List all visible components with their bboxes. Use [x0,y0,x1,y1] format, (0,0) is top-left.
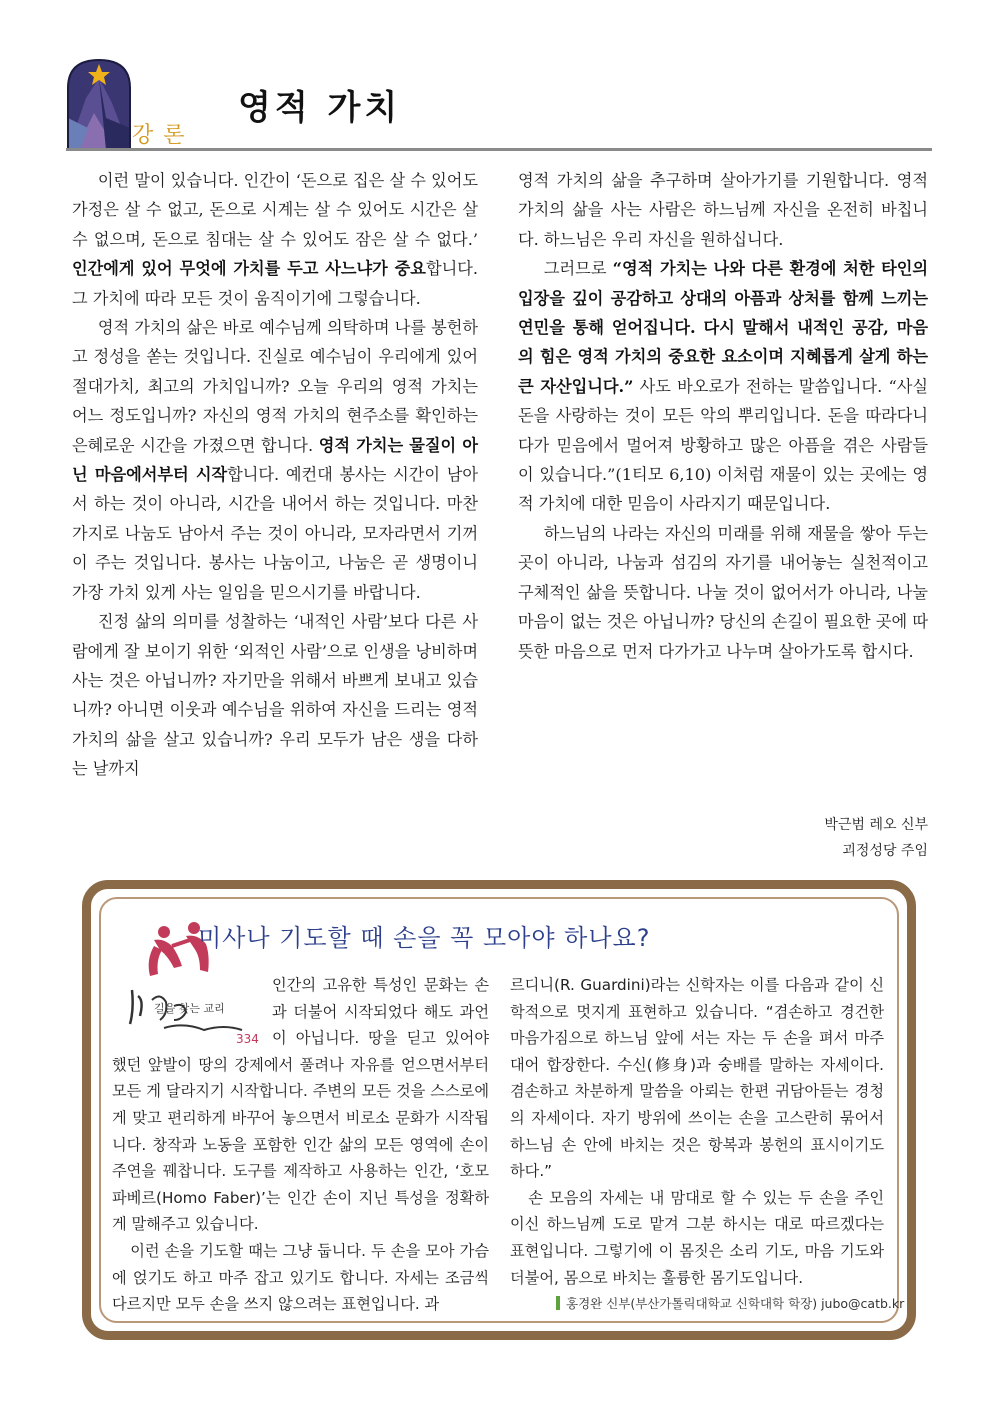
emblem-spacer [112,972,272,1050]
section-label: 강론 [132,123,195,148]
box-paragraph: 르디니(R. Guardini)라는 신학자는 이를 다음과 같이 신학적으로 멋지게 표현하고 있습니다. “겸손하고 경건한 마음가짐으로 하느님 앞에 서는 자는 두 손을 펴서 마주 대어 합장한다. 수신(修身)과 숭배를 말하는 자세이다. 겸손하고 차분하게 말씀을 아뢰는 한편 귀담아듣는 경청의 자세이다. 자기 방위에 쓰이는 손을 고스란히 묶어서 하느님 손 안에 바치는 것은 항복과 봉헌의 표시이기도 하다.” [510,976,884,1181]
emphasis-text: “영적 가치는 나와 다른 환경에 처한 타인의 입장을 깊이 공감하고 상대의 아픔과 상처를 함께 느끼는 연민을 통해 얻어집니다. 다시 말해서 내적인 공감, 마음의 힘은 영적 가치의 중요한 요소이며 지혜롭게 살게 하는 큰 자산입니다.” [518,259,928,396]
emphasis-text: 인간에게 있어 무엇에 가치를 두고 사느냐가 중요 [72,259,426,279]
article-paragraph [518,254,928,519]
text-run: 진정 삶의 의미를 성찰하는 ‘내적인 사람’보다 다른 사람에게 잘 보이기 위한 ‘외적인 사람’으로 인생을 낭비하며 사는 것은 아닙니까? 자기만을 위해서 바쁘게 보내고 있습니까? 아니면 이웃과 예수님을 위하여 자신을 드리는 영적 가치의 삶을 살고 있습니까? 우리 모두가 남은 생을 다하는 날까지 [72,612,478,779]
text-run: 합니다. 예컨대 봉사는 시간이 남아서 하는 것이 아니라, 시간을 내어서 하는 것입니다. 마찬가지로 나눔도 남아서 주는 것이 아니라, 모자라면서 기꺼이 주는 것입니다. 봉사는 나눔이고, 나눔은 곧 생명이니 가장 가치 있게 사는 일임을 믿으시기를 바랍니다. [72,465,478,602]
signature-role: 괴정성당 주임 [842,843,928,859]
article-paragraph [72,166,478,313]
signature [824,812,928,864]
text-run: 합니다. 그 가치에 따라 모든 것이 움직이기에 그렇습니다. [72,259,478,308]
article-paragraph [72,313,478,607]
emphasis-text: 영적 가치는 물질이 아닌 마음에서부터 시작 [72,435,478,485]
text-run: 영적 가치의 삶은 바로 예수님께 의탁하며 나를 봉헌하고 정성을 쏟는 것입니다. 진실로 예수님이 우리에게 있어 절대가치, 최고의 가치입니까? 오늘 우리의 영적 가치는 어느 정도입니까? 자신의 영적 가치의 현주소를 확인하는 은혜로운 시간을 가졌으면 합니다. [72,318,478,455]
signature-name: 박근범 레오 신부 [824,817,928,833]
box-paragraph: 손 모음의 자세는 내 맘대로 할 수 있는 두 손을 주인이신 하느님께 도로 맡겨 그분 하시는 대로 따르겠다는 표현입니다. 그렇기에 이 몸짓은 소리 기도, 마음 기도와 더불어, 몸으로 바치는 훌륭한 몸기도입니다. [510,1188,884,1287]
text-run: 사도 바오로가 전하는 말씀입니다. “사실 돈을 사랑하는 것이 모든 악의 뿌리입니다. 돈을 따라다니다가 믿음에서 멀어져 방황하고 많은 아픔을 겪은 사람들이 있습니다.”(1티모 6,10) 이처럼 재물이 있는 곳에는 영적 가치에 대한 믿음이 사라지기 때문입니다. [518,376,929,514]
article-left-column [72,166,478,784]
box-left-column [112,972,489,1318]
box-paragraph: 이런 손을 기도할 때는 그냥 둡니다. 두 손을 모아 가슴에 얹기도 하고 마주 잡고 있기도 합니다. 자세는 조금씩 다르지만 모두 손을 쓰지 않으려는 표현입니다. 과 [112,1241,489,1314]
emblem-text: 길을 찾는 교리 [154,1002,225,1015]
stained-glass-logo-icon [66,58,132,150]
credit-text: 홍경완 신부(부산가톨릭대학교 신학대학 학장) jubo@catb.kr [566,1296,905,1311]
credit-bar-icon [556,1296,560,1310]
text-run: 이런 말이 있습니다. 인간이 ‘돈으로 집은 살 수 있어도 가정은 살 수 없고, 돈으로 시계는 살 수 있어도 시간은 살 수 없으며, 돈으로 침대는 살 수 있어도 잠은 살 수 없다.’ [72,171,478,249]
article-paragraph [518,519,928,666]
text-run: 영적 가치의 삶을 추구하며 살아가기를 기원합니다. 영적 가치의 삶을 사는 사람은 하느님께 자신을 온전히 바칩니다. 하느님은 우리 자신을 원하십니다. [518,171,928,249]
text-run: 그러므로 [543,259,613,279]
box-paragraph: 인간의 고유한 특성인 문화는 손과 더불어 시작되었다 해도 과언이 아닙니다. 땅을 딛고 있어야 했던 앞발이 땅의 강제에서 풀려나 자유를 얻으면서부터 모든 게 달라지기 시작합니다. 주변의 모든 것을 스스로에게 맞고 편리하게 바꾸어 놓으면서 비로소 문화가 시작됩니다. 창작과 노동을 포함한 인간 삶의 모든 영역에 손이 주연을 꿰찹니다. 도구를 제작하고 사용하는 인간, ‘호모 파베르(Homo Faber)’는 인간 손이 지닌 특성을 정확하게 말해주고 있습니다. [112,976,489,1234]
header-divider [66,148,932,151]
page-title: 영적 가치 [238,88,402,128]
article-paragraph [72,607,478,783]
article-paragraph [518,166,928,254]
box-right-column [510,972,884,1291]
article-right-column [518,166,928,666]
text-run: 하느님의 나라는 자신의 미래를 위해 재물을 쌓아 두는 곳이 아니라, 나눔과 섬김의 자기를 내어놓는 실천적이고 구체적인 삶을 뜻합니다. 나눌 것이 없어서가 아니라, 나눌 마음이 없는 것은 아닙니까? 당신의 손길이 필요한 곳에 따뜻한 마음으로 먼저 다가가고 나누며 살아가도록 합시다. [518,523,928,661]
box-title: 미사나 기도할 때 손을 꼭 모아야 하나요? [198,924,651,952]
emblem-number: 334 [236,1032,259,1046]
author-credit [556,1294,904,1312]
